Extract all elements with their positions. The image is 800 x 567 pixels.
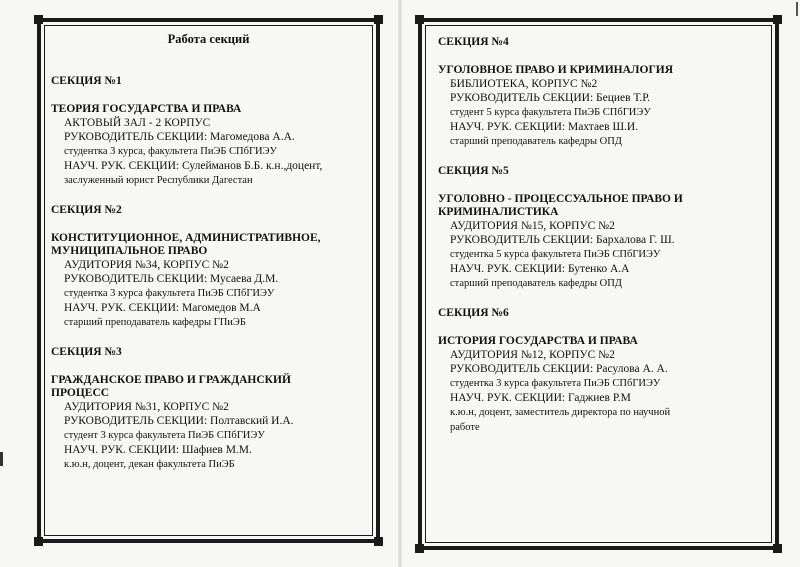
section-heading: СЕКЦИЯ №4 <box>438 36 509 48</box>
left-frame <box>37 18 380 543</box>
section-heading: СЕКЦИЯ №2 <box>51 204 122 216</box>
section-detail-line: старший преподаватель кафедры ГПиЭБ <box>64 317 246 328</box>
frame-corner <box>34 15 43 24</box>
section-detail-line: НАУЧ. РУК. СЕКЦИИ: Сулейманов Б.Б. к.н.,доцент, <box>64 160 323 172</box>
section-detail-line: БИБЛИОТЕКА, КОРПУС №2 <box>450 78 598 90</box>
section-block <box>51 204 366 330</box>
section-detail-line: старший преподаватель кафедры ОПД <box>450 278 622 289</box>
section-detail-line: НАУЧ. РУК. СЕКЦИИ: Махтаев Ш.И. <box>450 121 639 133</box>
left-sections <box>51 75 366 472</box>
right-frame <box>418 18 779 550</box>
frame-corner <box>773 544 782 553</box>
section-detail-line: НАУЧ. РУК. СЕКЦИИ: Бутенко А.А <box>450 263 630 275</box>
section-detail-line: РУКОВОДИТЕЛЬ СЕКЦИИ: Расулова А. А. <box>450 363 668 375</box>
page-fold <box>398 0 402 567</box>
section-detail-line: АУДИТОРИЯ №15, КОРПУС №2 <box>450 220 615 232</box>
section-title: ИСТОРИЯ ГОСУДАРСТВА И ПРАВА <box>438 335 638 347</box>
section-detail-line: к.ю.н, доцент, декан факультета ПиЭБ <box>64 459 235 470</box>
section-title: ГРАЖДАНСКОЕ ПРАВО И ГРАЖДАНСКИЙ <box>51 374 291 386</box>
section-detail-line: студент 3 курса факультета ПиЭБ СПбГИЭУ <box>64 430 265 441</box>
section-title: ПРОЦЕСС <box>51 387 110 399</box>
section-title: КРИМИНАЛИСТИКА <box>438 206 559 218</box>
section-heading: СЕКЦИЯ №6 <box>438 307 509 319</box>
section-heading: СЕКЦИЯ №1 <box>51 75 122 87</box>
section-detail-line: студентка 5 курса факультета ПиЭБ СПбГИЭУ <box>450 249 661 260</box>
section-detail-line: АУДИТОРИЯ №31, КОРПУС №2 <box>64 401 229 413</box>
section-detail-line: РУКОВОДИТЕЛЬ СЕКЦИИ: Бархалова Г. Ш. <box>450 234 675 246</box>
frame-corner <box>374 537 383 546</box>
frame-corner <box>415 544 424 553</box>
section-heading: СЕКЦИЯ №5 <box>438 165 509 177</box>
section-detail-line: студент 5 курса факультета ПиЭБ СПбГИЭУ <box>450 107 651 118</box>
section-block <box>51 346 366 472</box>
section-block <box>438 36 765 149</box>
frame-corner <box>374 15 383 24</box>
frame-corner <box>773 15 782 24</box>
section-detail-line: РУКОВОДИТЕЛЬ СЕКЦИИ: Полтавский И.А. <box>64 415 294 427</box>
frame-corner <box>415 15 424 24</box>
section-detail-line: АКТОВЫЙ ЗАЛ - 2 КОРПУС <box>64 117 211 129</box>
section-detail-line: студентка 3 курса факультета ПиЭБ СПбГИЭУ <box>450 378 661 389</box>
frame-corner <box>34 537 43 546</box>
page-title: Работа секций <box>167 32 250 46</box>
section-detail-line: к.ю.н, доцент, заместитель директора по научной <box>450 407 671 418</box>
right-sections <box>438 36 765 435</box>
section-title: ТЕОРИЯ ГОСУДАРСТВА И ПРАВА <box>51 103 242 115</box>
section-detail-line: РУКОВОДИТЕЛЬ СЕКЦИИ: Мусаева Д.М. <box>64 273 279 285</box>
left-content <box>51 30 366 488</box>
section-detail-line: АУДИТОРИЯ №34, КОРПУС №2 <box>64 259 229 271</box>
section-title: УГОЛОВНОЕ ПРАВО И КРИМИНАЛОГИЯ <box>438 64 674 76</box>
edge-mark <box>0 452 3 466</box>
section-block <box>438 165 765 291</box>
section-detail-line: РУКОВОДИТЕЛЬ СЕКЦИИ: Магомедова А.А. <box>64 131 295 143</box>
section-detail-line: НАУЧ. РУК. СЕКЦИИ: Магомедов М.А <box>64 302 261 314</box>
corner-mark <box>796 2 798 16</box>
section-detail-line: заслуженный юрист Республики Дагестан <box>64 175 253 186</box>
section-detail-line: студентка 3 курса, факультета ПиЭБ СПбГИЭУ <box>64 146 277 157</box>
section-detail-line: студентка 3 курса факультета ПиЭБ СПбГИЭУ <box>64 288 275 299</box>
section-detail-line: РУКОВОДИТЕЛЬ СЕКЦИИ: Бециев Т.Р. <box>450 92 651 104</box>
section-block <box>51 75 366 188</box>
section-detail-line: АУДИТОРИЯ №12, КОРПУС №2 <box>450 349 615 361</box>
section-detail-line: НАУЧ. РУК. СЕКЦИИ: Шафиев М.М. <box>64 444 252 456</box>
section-detail-line: НАУЧ. РУК. СЕКЦИИ: Гаджиев Р.М <box>450 392 631 404</box>
section-block <box>438 307 765 435</box>
section-detail-line: старший преподаватель кафедры ОПД <box>450 136 622 147</box>
section-title: МУНИЦИПАЛЬНОЕ ПРАВО <box>51 245 208 257</box>
section-detail-line: работе <box>450 422 480 433</box>
section-title: КОНСТИТУЦИОННОЕ, АДМИНИСТРАТИВНОЕ, <box>51 232 321 244</box>
section-title: УГОЛОВНО - ПРОЦЕССУАЛЬНОЕ ПРАВО И <box>438 193 683 205</box>
right-content <box>438 36 765 451</box>
section-heading: СЕКЦИЯ №3 <box>51 346 122 358</box>
